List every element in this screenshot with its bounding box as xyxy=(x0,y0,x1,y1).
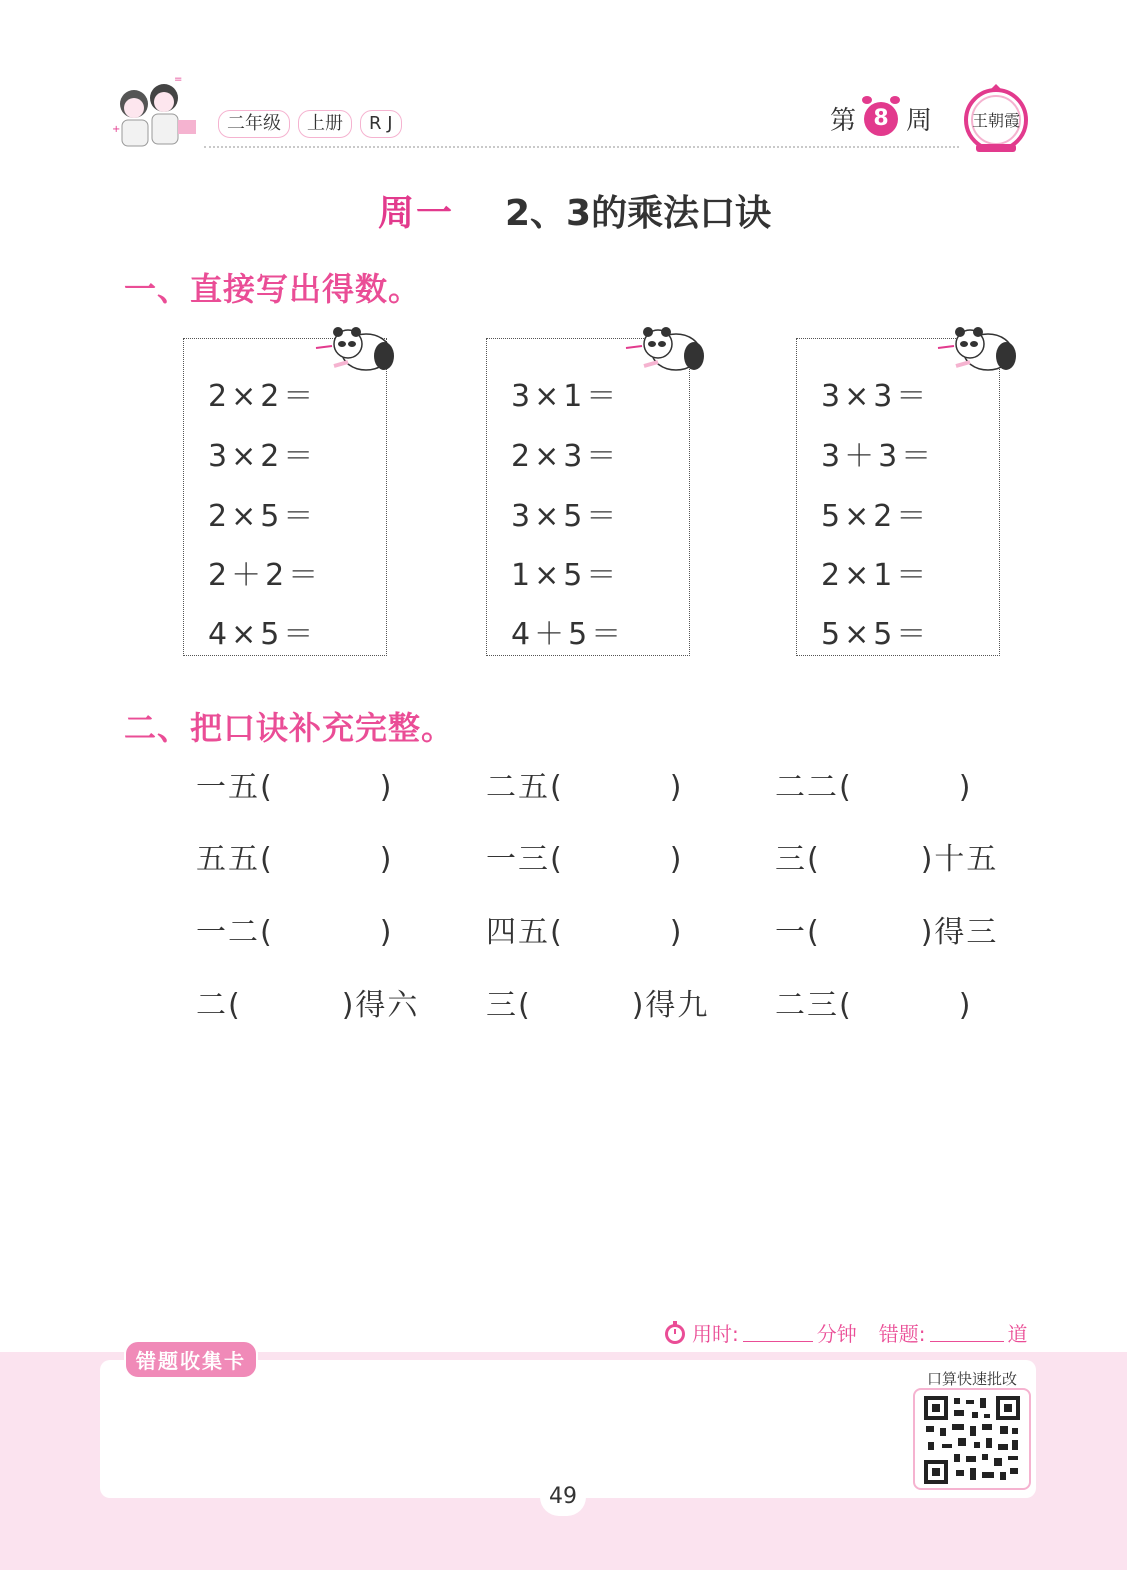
chant-item[interactable]: 五五( ) xyxy=(196,842,394,877)
stopwatch-icon xyxy=(662,1320,688,1346)
equation: 2×3＝ xyxy=(511,439,621,474)
panda-icon xyxy=(936,322,1018,376)
time-unit: 分钟 xyxy=(816,1322,857,1346)
chant-item[interactable]: 一二( ) xyxy=(196,915,394,950)
chant-item[interactable]: 三( )得九 xyxy=(486,988,710,1023)
error-card-label: 错题收集卡 xyxy=(124,1340,258,1379)
chant-item[interactable]: 二五( ) xyxy=(486,770,684,805)
brand-logo-seal xyxy=(962,82,1030,154)
time-blank[interactable] xyxy=(743,1323,813,1342)
errors-blank[interactable] xyxy=(930,1323,1004,1342)
page-number: 49 xyxy=(540,1478,586,1516)
equation: 5×5＝ xyxy=(821,617,931,652)
time-and-errors-line xyxy=(662,1318,1028,1347)
panda-icon xyxy=(314,322,396,376)
panda-icon xyxy=(624,322,706,376)
equation: 3×2＝ xyxy=(208,439,318,474)
exercise-box-3 xyxy=(796,338,1000,656)
equation: 4×5＝ xyxy=(208,617,318,652)
part1-heading: 一、直接写出得数。 xyxy=(124,270,422,308)
equation: 3＋3＝ xyxy=(821,439,936,474)
equation: 3×5＝ xyxy=(511,499,621,534)
week-suffix: 周 xyxy=(906,106,933,136)
equation: 2×2＝ xyxy=(208,379,318,414)
equation: 1×5＝ xyxy=(511,558,621,593)
chant-item[interactable]: 三( )十五 xyxy=(775,842,999,877)
children-illustration xyxy=(104,70,204,156)
edition-tag: R J xyxy=(360,110,402,138)
header-divider xyxy=(204,146,959,148)
week-indicator xyxy=(830,100,932,137)
day-title: 周一 xyxy=(378,193,455,234)
time-label: 用时: xyxy=(692,1322,739,1346)
chant-item[interactable]: 一五( ) xyxy=(196,770,394,805)
term-tag: 上册 xyxy=(298,110,352,138)
chant-item[interactable]: 一( )得三 xyxy=(775,915,999,950)
lesson-title: 2、3的乘法口诀 xyxy=(505,193,772,234)
exercise-box-2 xyxy=(486,338,690,656)
qr-caption: 口算快速批改 xyxy=(926,1370,1017,1388)
qr-block[interactable] xyxy=(913,1368,1031,1492)
week-prefix: 第 xyxy=(830,106,857,136)
grade-tag: 二年级 xyxy=(218,110,290,138)
qr-code-frame[interactable] xyxy=(913,1388,1031,1490)
chant-item[interactable]: 二三( ) xyxy=(775,988,973,1023)
chant-item[interactable]: 二( )得六 xyxy=(196,988,420,1023)
errors-unit: 道 xyxy=(1007,1322,1028,1346)
exercise-box-1 xyxy=(183,338,387,656)
errors-label: 错题: xyxy=(878,1322,926,1346)
equation: 2×5＝ xyxy=(208,499,318,534)
equation: 3×1＝ xyxy=(511,379,621,414)
equation: 2×1＝ xyxy=(821,558,931,593)
chant-item[interactable]: 一三( ) xyxy=(486,842,684,877)
qr-code-icon xyxy=(924,1396,1020,1484)
week-number-clock-icon: 8 xyxy=(864,102,898,136)
chant-item[interactable]: 四五( ) xyxy=(486,915,684,950)
part2-heading: 二、把口诀补充完整。 xyxy=(124,709,455,747)
book-tags xyxy=(218,110,402,138)
equation: 5×2＝ xyxy=(821,499,931,534)
svg-text:+: + xyxy=(112,124,121,135)
chant-item[interactable]: 二二( ) xyxy=(775,770,973,805)
svg-text:王朝霞: 王朝霞 xyxy=(971,111,1021,130)
equation: 3×3＝ xyxy=(821,379,931,414)
equation: 4＋5＝ xyxy=(511,617,626,652)
equation: 2＋2＝ xyxy=(208,558,323,593)
svg-text:=: = xyxy=(174,74,183,85)
